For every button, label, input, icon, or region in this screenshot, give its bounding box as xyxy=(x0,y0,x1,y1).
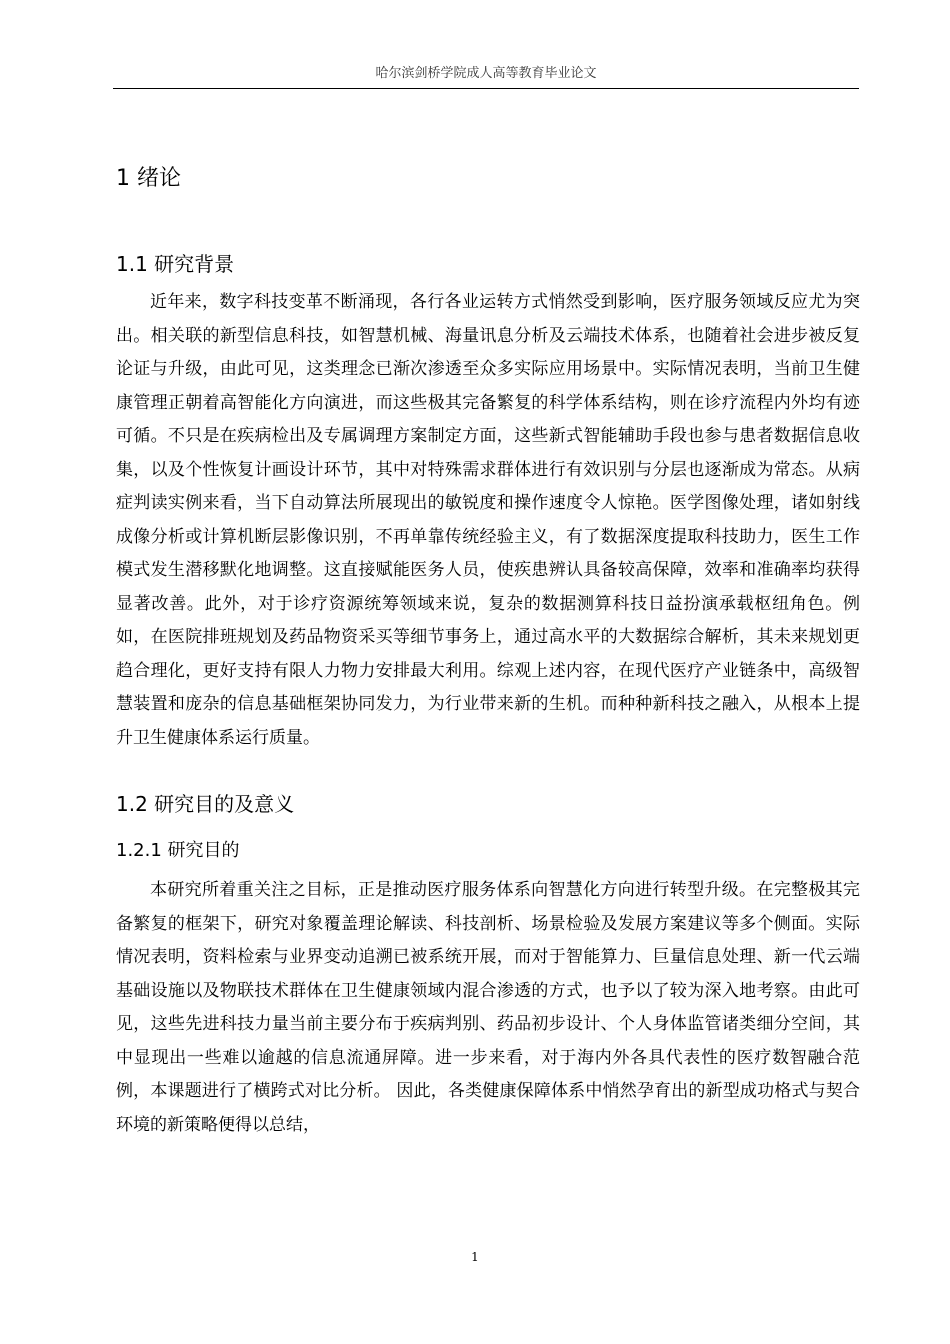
page-number: 1 xyxy=(471,1250,479,1264)
header-divider xyxy=(113,88,859,89)
body-paragraph-purpose: 本研究所着重关注之目标，正是推动医疗服务体系向智慧化方向进行转型升级。在完整极其完备繁复的框架下，研究对象覆盖理论解读、科技剖析、场景检验及发展方案建议等多个侧面。实际情况表明，资料检索与业界变动追溯已被系统开展，而对于智能算力、巨量信息处理、新一代云端基础设施以及物联技术群体在卫生健康领域内混合渗透的方式，也予以了较为深入地考察。由此可见，这些先进科技力量当前主要分布于疾病判别、药品初步设计、个人身体监管诸类细分空间，其中显现出一些难以逾越的信息流通屏障。进一步来看，对于海内外各具代表性的医疗数智融合范例，本课题进行了横跨式对比分析。 因此，各类健康保障体系中悄然孕育出的新型成功格式与契合环境的新策略便得以总结， xyxy=(116,880,860,1135)
body-paragraph-background: 近年来，数字科技变革不断涌现，各行各业运转方式悄然受到影响，医疗服务领域反应尤为突出。相关联的新型信息科技，如智慧机械、海量讯息分析及云端技术体系，也随着社会进步被反复论证与升级，由此可见，这类理念已渐次渗透至众多实际应用场景中。实际情况表明，当前卫生健康管理正朝着高智能化方向演进，而这些极其完备繁复的科学体系结构，则在诊疗流程内外均有迹可循。不只是在疾病检出及专属调理方案制定方面，这些新式智能辅助手段也参与患者数据信息收集，以及个性恢复计画设计环节，其中对特殊需求群体进行有效识别与分层也逐渐成为常态。从病症判读实例来看，当下自动算法所展现出的敏锐度和操作速度令人惊艳。医学图像处理，诸如射线成像分析或计算机断层影像识别，不再单靠传统经验主义，有了数据深度提取科技助力，医生工作模式发生潜移默化地调整。这直接赋能医务人员，使疾患辨认具备较高保障，效率和准确率均获得显著改善。此外，对于诊疗资源统筹领域来说，复杂的数据测算科技日益扮演承载枢纽角色。例如，在医院排班规划及药品物资采买等细节事务上，通过高水平的大数据综合解析，其未来规划更趋合理化，更好支持有限人力物力安排最大利用。综观上述内容，在现代医疗产业链条中，高级智慧装置和庞杂的信息基础框架协同发力，为行业带来新的生机。而种种新科技之融入，从根本上提升卫生健康体系运行质量。 xyxy=(116,292,860,748)
running-header: 哈尔滨剑桥学院成人高等教育毕业论文 xyxy=(375,66,597,81)
subsection-heading-1-2-1: 1.2.1 研究目的 xyxy=(116,840,240,861)
section-heading-1-1: 1.1 研究背景 xyxy=(116,252,235,276)
section-heading-1-2: 1.2 研究目的及意义 xyxy=(116,792,295,816)
chapter-title: 1 绪论 xyxy=(116,166,181,191)
